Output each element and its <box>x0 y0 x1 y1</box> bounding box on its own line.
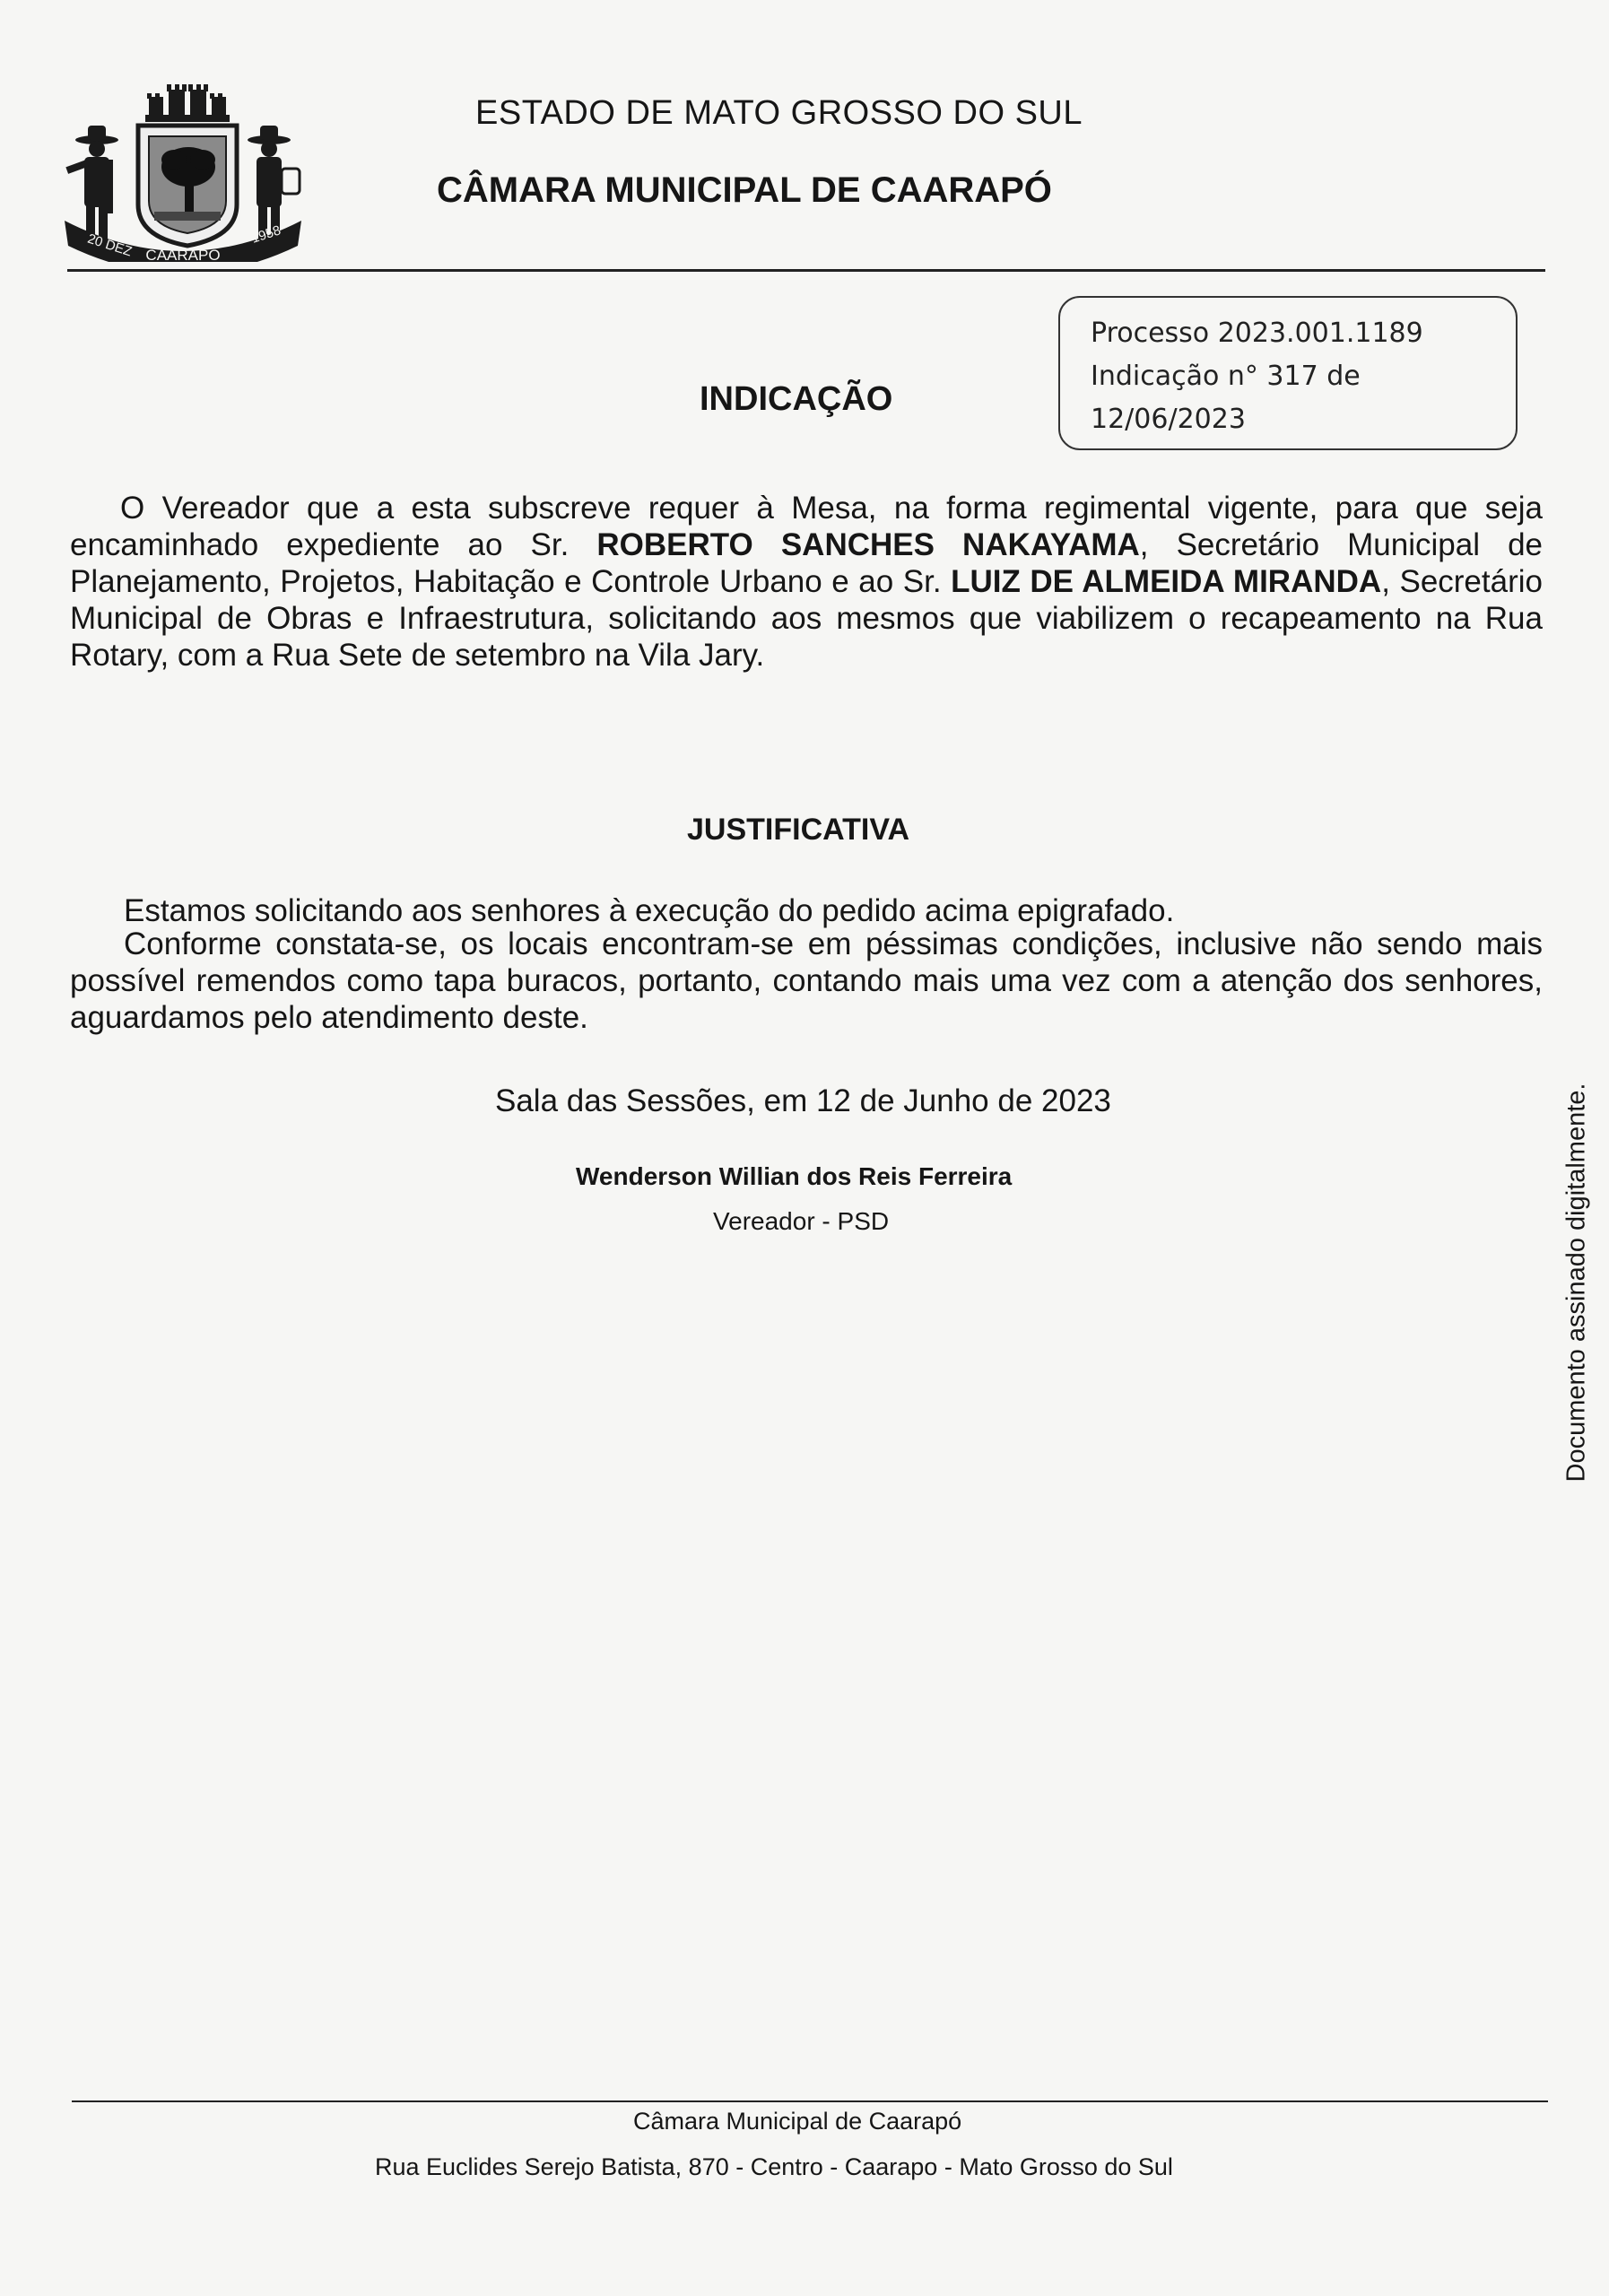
body-text-2: , Secretário Municipal de Planejamento, Projetos, Habitação e Controle Urbano e ao Sr. <box>70 527 1543 599</box>
stamp-date: 12/06/2023 <box>1091 404 1246 435</box>
municipal-coat-of-arms-logo <box>63 70 303 262</box>
signer-role: Vereador - PSD <box>713 1207 890 1235</box>
session-place-date: Sala das Sessões, em 12 de Junho de 2023 <box>495 1083 1111 1118</box>
footer-divider <box>72 2100 1548 2102</box>
seal-ribbon-right: 1958 <box>249 222 283 247</box>
justification-paragraph: Conforme constata-se, os locais encontram-se em péssimas condições, inclusive não sendo mais possível remendos como tapa buracos, portanto, contando mais uma vez com a atenção dos senhores, aguardamos pelo atendimento deste. <box>70 926 1543 1035</box>
footer-address: Rua Euclides Serejo Batista, 870 - Centro - Caarapo - Mato Grosso do Sul <box>375 2153 1173 2180</box>
seal-ribbon-left: 20 DEZ <box>85 230 135 260</box>
signer-name: Wenderson Willian dos Reis Ferreira <box>576 1162 1013 1190</box>
document-title: INDICAÇÃO <box>700 380 893 418</box>
indication-body <box>70 490 1543 674</box>
justification-title: JUSTIFICATIVA <box>687 813 910 847</box>
secretary-name-1: ROBERTO SANCHES NAKAYAMA <box>596 527 1140 562</box>
digital-signature-note: Documento assinado digitalmente. <box>1561 1083 1591 1483</box>
secretary-name-2: LUIZ DE ALMEIDA MIRANDA <box>951 564 1382 599</box>
footer-chamber-name: Câmara Municipal de Caarapó <box>633 2108 962 2135</box>
header-divider <box>67 269 1545 272</box>
stamp-process-number: Processo 2023.001.1189 <box>1091 317 1423 349</box>
justification-line-1: Estamos solicitando aos senhores à execução do pedido acima epigrafado. <box>124 893 1175 928</box>
seal-ribbon-center: CAARAPÓ <box>145 247 221 262</box>
header-chamber-title: CÂMARA MUNICIPAL DE CAARAPÓ <box>437 170 1052 210</box>
stamp-indication-number: Indicação n° 317 de <box>1091 361 1361 392</box>
header-state-title: ESTADO DE MATO GROSSO DO SUL <box>475 94 1083 132</box>
protocol-stamp <box>1058 296 1518 450</box>
body-text-1: O Vereador que a esta subscreve requer à Mesa, na forma regimental vigente, para que seja encaminhado expediente ao Sr. <box>70 491 1543 562</box>
body-text-3: , Secretário Municipal de Obras e Infraestrutura, solicitando aos mesmos que viabilizem o recapeamento na Rua Rotary, com a Rua Sete de setembro na Vila Jary. <box>70 564 1543 673</box>
